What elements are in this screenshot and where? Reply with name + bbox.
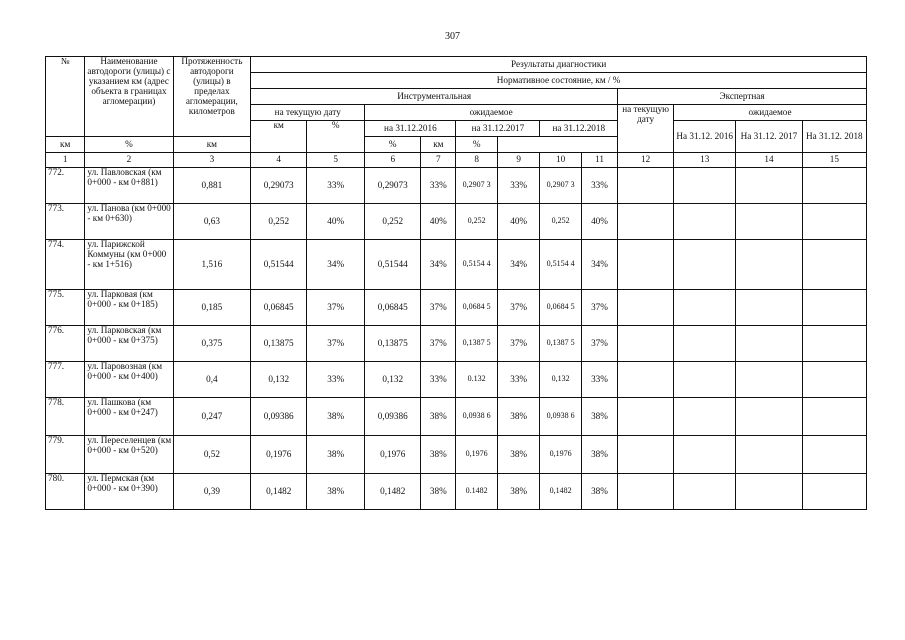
expected-2017-km: 0,0938 6 bbox=[456, 398, 497, 436]
current-km: 0,09386 bbox=[251, 398, 307, 436]
expected-2016-km: 0,51544 bbox=[365, 240, 421, 290]
expected-2016-km: 0,09386 bbox=[365, 398, 421, 436]
expected-2017-pct: 38% bbox=[497, 474, 540, 510]
header-no: № bbox=[46, 57, 85, 137]
expert-2017 bbox=[736, 326, 802, 362]
column-number: 5 bbox=[307, 153, 365, 168]
expected-2017-pct: 40% bbox=[497, 204, 540, 240]
header-current-km: км bbox=[251, 121, 307, 153]
header-expert-current-date: на текущую дату bbox=[618, 105, 674, 153]
expected-2018-km: 0,2907 3 bbox=[540, 168, 581, 204]
row-number: 777. bbox=[46, 362, 85, 398]
expected-2017-km: 0,0684 5 bbox=[456, 290, 497, 326]
current-pct: 37% bbox=[307, 290, 365, 326]
expert-2016 bbox=[674, 326, 736, 362]
expert-current bbox=[618, 436, 674, 474]
expected-2016-km: 0,29073 bbox=[365, 168, 421, 204]
header-on-2016: на 31.12.2016 bbox=[365, 121, 456, 137]
header-instrumental: Инструментальная bbox=[251, 89, 618, 105]
expert-current bbox=[618, 204, 674, 240]
table-row bbox=[46, 474, 867, 510]
expert-2017 bbox=[736, 474, 802, 510]
expected-2018-pct: 38% bbox=[581, 436, 617, 474]
expected-2018-km: 0,0684 5 bbox=[540, 290, 581, 326]
expected-2016-km: 0,13875 bbox=[365, 326, 421, 362]
page-number: 307 bbox=[445, 31, 460, 42]
column-number: 1 bbox=[46, 153, 85, 168]
current-km: 0,29073 bbox=[251, 168, 307, 204]
expected-2018-pct: 37% bbox=[581, 290, 617, 326]
expected-2018-km: 0,252 bbox=[540, 204, 581, 240]
table-row bbox=[46, 290, 867, 326]
column-number: 10 bbox=[540, 153, 581, 168]
expert-2016 bbox=[674, 240, 736, 290]
header-expert-2016: На 31.12. 2016 bbox=[674, 121, 736, 153]
road-name: ул. Парковская (км 0+000 - км 0+375) bbox=[85, 326, 173, 362]
expert-2016 bbox=[674, 474, 736, 510]
current-pct: 38% bbox=[307, 474, 365, 510]
header-2016-km: км bbox=[46, 137, 85, 153]
road-length: 0,39 bbox=[173, 474, 251, 510]
current-km: 0,132 bbox=[251, 362, 307, 398]
expert-2017 bbox=[736, 398, 802, 436]
road-name: ул. Пермская (км 0+000 - км 0+390) bbox=[85, 474, 173, 510]
expected-2018-pct: 38% bbox=[581, 474, 617, 510]
current-km: 0,252 bbox=[251, 204, 307, 240]
expected-2017-pct: 38% bbox=[497, 436, 540, 474]
expected-2016-pct: 38% bbox=[421, 436, 456, 474]
expert-2017 bbox=[736, 240, 802, 290]
expected-2016-pct: 37% bbox=[421, 326, 456, 362]
column-number: 3 bbox=[173, 153, 251, 168]
road-length: 0,185 bbox=[173, 290, 251, 326]
road-length: 0,52 bbox=[173, 436, 251, 474]
table-row bbox=[46, 168, 867, 204]
column-number: 12 bbox=[618, 153, 674, 168]
header-2018-pct: % bbox=[456, 137, 497, 153]
road-name: ул. Переселенцев (км 0+000 - км 0+520) bbox=[85, 436, 173, 474]
current-pct: 34% bbox=[307, 240, 365, 290]
column-number: 2 bbox=[85, 153, 173, 168]
expert-2016 bbox=[674, 436, 736, 474]
column-number: 13 bbox=[674, 153, 736, 168]
expected-2016-pct: 38% bbox=[421, 474, 456, 510]
expected-2018-pct: 34% bbox=[581, 240, 617, 290]
expected-2016-km: 0,132 bbox=[365, 362, 421, 398]
table-row bbox=[46, 240, 867, 290]
expert-2017 bbox=[736, 436, 802, 474]
expected-2017-km: 0,5154 4 bbox=[456, 240, 497, 290]
expert-current bbox=[618, 362, 674, 398]
expert-2018 bbox=[802, 168, 866, 204]
header-instr-expected: ожидаемое bbox=[365, 105, 618, 121]
expert-current bbox=[618, 326, 674, 362]
expected-2017-km: 0,2907 3 bbox=[456, 168, 497, 204]
header-diagnostics-results: Результаты диагностики bbox=[251, 57, 867, 73]
expert-2016 bbox=[674, 168, 736, 204]
expert-2017 bbox=[736, 204, 802, 240]
table-row bbox=[46, 204, 867, 240]
column-number: 6 bbox=[365, 153, 421, 168]
header-expert: Экспертная bbox=[618, 89, 867, 105]
expert-2016 bbox=[674, 204, 736, 240]
expert-2017 bbox=[736, 168, 802, 204]
expert-2018 bbox=[802, 204, 866, 240]
road-length: 0,4 bbox=[173, 362, 251, 398]
expected-2016-km: 0,06845 bbox=[365, 290, 421, 326]
header-expert-2018: На 31.12. 2018 bbox=[802, 121, 866, 153]
expert-2018 bbox=[802, 362, 866, 398]
expected-2018-pct: 38% bbox=[581, 398, 617, 436]
expected-2016-km: 0,1976 bbox=[365, 436, 421, 474]
row-number: 780. bbox=[46, 474, 85, 510]
expected-2018-km: 0,132 bbox=[540, 362, 581, 398]
expected-2017-km: 0.132 bbox=[456, 362, 497, 398]
expected-2018-pct: 37% bbox=[581, 326, 617, 362]
expert-2018 bbox=[802, 240, 866, 290]
road-name: ул. Пашкова (км 0+000 - км 0+247) bbox=[85, 398, 173, 436]
expert-2018 bbox=[802, 326, 866, 362]
row-number: 779. bbox=[46, 436, 85, 474]
current-pct: 38% bbox=[307, 398, 365, 436]
expert-current bbox=[618, 398, 674, 436]
expected-2018-km: 0,1387 5 bbox=[540, 326, 581, 362]
expected-2017-pct: 33% bbox=[497, 168, 540, 204]
expert-2016 bbox=[674, 362, 736, 398]
expected-2017-pct: 33% bbox=[497, 362, 540, 398]
expected-2016-pct: 40% bbox=[421, 204, 456, 240]
current-km: 0,1482 bbox=[251, 474, 307, 510]
expected-2017-pct: 37% bbox=[497, 290, 540, 326]
expert-2016 bbox=[674, 398, 736, 436]
road-name: ул. Парижской Коммуны (км 0+000 - км 1+516) bbox=[85, 240, 173, 290]
row-number: 774. bbox=[46, 240, 85, 290]
current-km: 0,13875 bbox=[251, 326, 307, 362]
road-name: ул. Парковая (км 0+000 - км 0+185) bbox=[85, 290, 173, 326]
road-name: ул. Панова (км 0+000 - км 0+630) bbox=[85, 204, 173, 240]
current-pct: 38% bbox=[307, 436, 365, 474]
column-number: 7 bbox=[421, 153, 456, 168]
road-length: 1,516 bbox=[173, 240, 251, 290]
expected-2018-km: 0,0938 6 bbox=[540, 398, 581, 436]
current-pct: 33% bbox=[307, 362, 365, 398]
header-on-2018: на 31.12.2018 bbox=[540, 121, 618, 137]
road-length: 0,375 bbox=[173, 326, 251, 362]
expert-2018 bbox=[802, 290, 866, 326]
expected-2016-pct: 38% bbox=[421, 398, 456, 436]
header-expert-2017: На 31.12. 2017 bbox=[736, 121, 802, 153]
table-row bbox=[46, 398, 867, 436]
header-road-name: Наименование автодороги (улицы) с указанием км (адрес объекта в границах агломерации) bbox=[85, 57, 173, 137]
expected-2016-pct: 33% bbox=[421, 362, 456, 398]
row-number: 772. bbox=[46, 168, 85, 204]
row-number: 778. bbox=[46, 398, 85, 436]
header-2017-pct: % bbox=[365, 137, 421, 153]
expected-2017-km: 0,1976 bbox=[456, 436, 497, 474]
expected-2016-pct: 37% bbox=[421, 290, 456, 326]
expert-2017 bbox=[736, 290, 802, 326]
expert-current bbox=[618, 168, 674, 204]
expected-2018-pct: 33% bbox=[581, 362, 617, 398]
header-normative-state: Нормативное состояние, км / % bbox=[251, 73, 867, 89]
table-row bbox=[46, 326, 867, 362]
current-pct: 33% bbox=[307, 168, 365, 204]
expert-2017 bbox=[736, 362, 802, 398]
table-row bbox=[46, 362, 867, 398]
expected-2016-pct: 33% bbox=[421, 168, 456, 204]
expert-2018 bbox=[802, 436, 866, 474]
expected-2016-km: 0,1482 bbox=[365, 474, 421, 510]
expected-2017-km: 0,252 bbox=[456, 204, 497, 240]
road-name: ул. Павловская (км 0+000 - км 0+881) bbox=[85, 168, 173, 204]
row-number: 775. bbox=[46, 290, 85, 326]
table-row bbox=[46, 436, 867, 474]
expected-2016-pct: 34% bbox=[421, 240, 456, 290]
column-number: 9 bbox=[497, 153, 540, 168]
expected-2018-pct: 40% bbox=[581, 204, 617, 240]
expected-2018-km: 0,1976 bbox=[540, 436, 581, 474]
current-km: 0,1976 bbox=[251, 436, 307, 474]
expert-current bbox=[618, 290, 674, 326]
expert-current bbox=[618, 474, 674, 510]
current-pct: 37% bbox=[307, 326, 365, 362]
expert-2018 bbox=[802, 398, 866, 436]
road-length: 0,63 bbox=[173, 204, 251, 240]
expert-current bbox=[618, 240, 674, 290]
expected-2017-km: 0,1387 5 bbox=[456, 326, 497, 362]
current-pct: 40% bbox=[307, 204, 365, 240]
expert-2018 bbox=[802, 474, 866, 510]
header-2017-km: км bbox=[173, 137, 251, 153]
header-expert-expected: ожидаемое bbox=[674, 105, 867, 121]
expert-2016 bbox=[674, 290, 736, 326]
row-number: 776. bbox=[46, 326, 85, 362]
column-number: 14 bbox=[736, 153, 802, 168]
column-number: 15 bbox=[802, 153, 866, 168]
expected-2018-pct: 33% bbox=[581, 168, 617, 204]
expected-2016-km: 0,252 bbox=[365, 204, 421, 240]
road-length: 0,247 bbox=[173, 398, 251, 436]
road-name: ул. Паровозная (км 0+000 - км 0+400) bbox=[85, 362, 173, 398]
row-number: 773. bbox=[46, 204, 85, 240]
column-number: 4 bbox=[251, 153, 307, 168]
road-length: 0,881 bbox=[173, 168, 251, 204]
header-length: Протяженность автодороги (улицы) в пределах агломерации, километров bbox=[173, 57, 251, 137]
header-on-2017: на 31.12.2017 bbox=[456, 121, 540, 137]
header-2016-pct: % bbox=[85, 137, 173, 153]
column-number: 8 bbox=[456, 153, 497, 168]
header-current-pct: % bbox=[307, 121, 365, 153]
expected-2017-km: 0.1482 bbox=[456, 474, 497, 510]
current-km: 0,06845 bbox=[251, 290, 307, 326]
expected-2018-km: 0,5154 4 bbox=[540, 240, 581, 290]
current-km: 0,51544 bbox=[251, 240, 307, 290]
header-instr-current-date: на текущую дату bbox=[251, 105, 365, 121]
column-number: 11 bbox=[581, 153, 617, 168]
expected-2018-km: 0,1482 bbox=[540, 474, 581, 510]
header-2018-km: км bbox=[421, 137, 456, 153]
expected-2017-pct: 37% bbox=[497, 326, 540, 362]
expected-2017-pct: 38% bbox=[497, 398, 540, 436]
expected-2017-pct: 34% bbox=[497, 240, 540, 290]
diagnostics-table bbox=[45, 56, 867, 510]
